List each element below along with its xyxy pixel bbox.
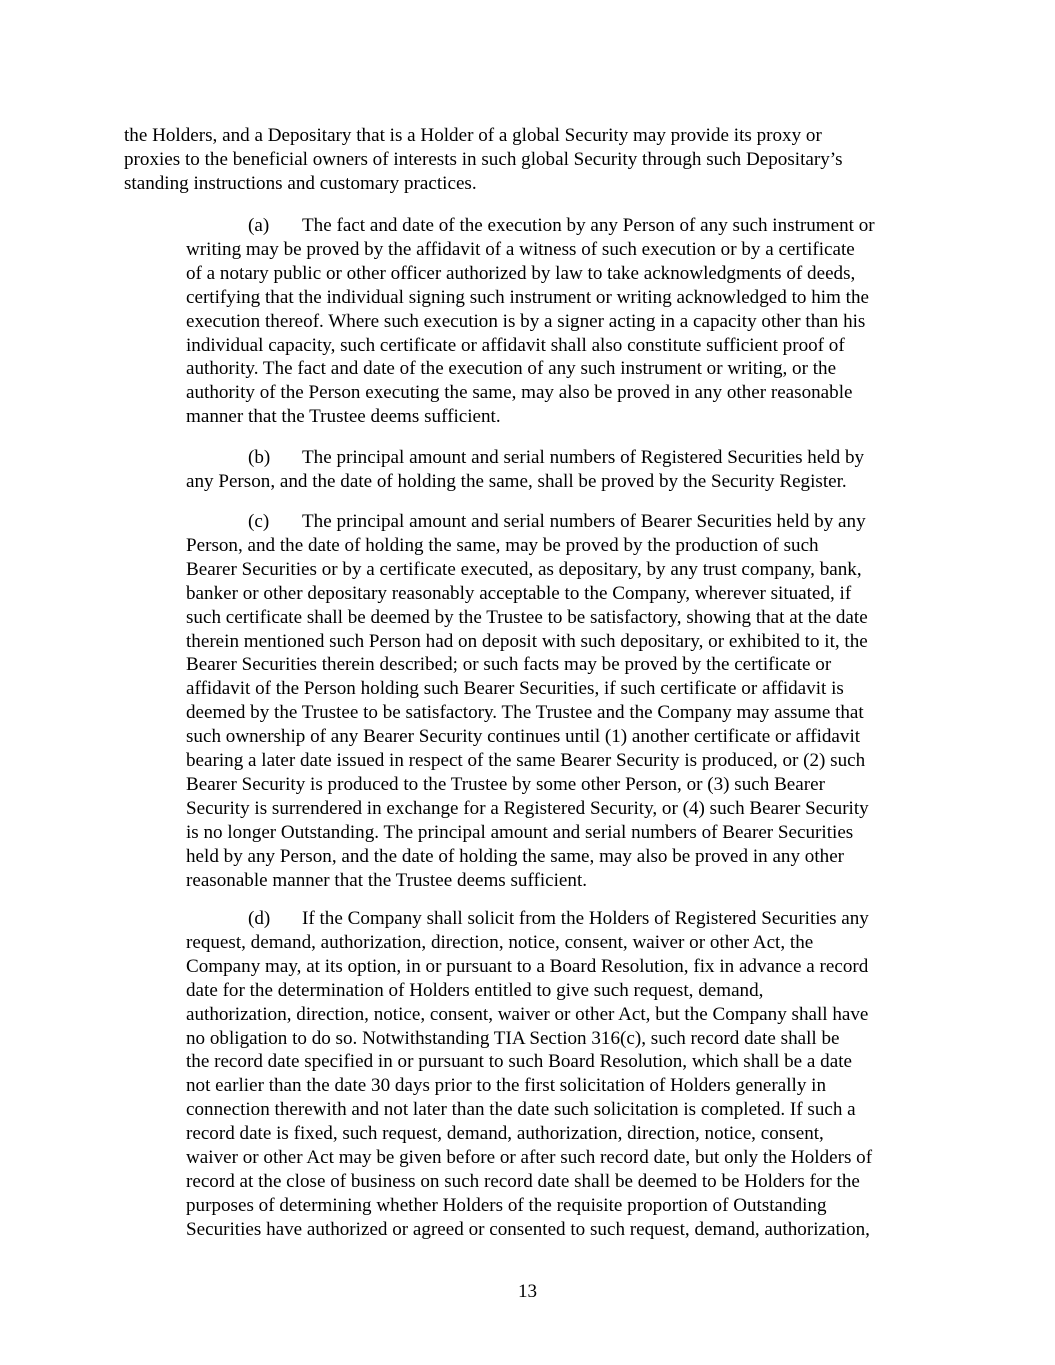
clause-line xyxy=(186,907,946,931)
clause-line: of a notary public or other officer authorized by law to take acknowledgments of deeds, xyxy=(186,262,856,284)
clause-line: such ownership of any Bearer Security continues until (1) another certificate or affidavit xyxy=(186,726,861,748)
intro-line: proxies to the beneficial owners of interests in such global Security through such Depositary’s xyxy=(124,149,843,170)
clause-line: banker or other depositary reasonably acceptable to the Company, wherever situated, if xyxy=(186,582,852,604)
clause-line: bearing a later date issued in respect of the same Bearer Security is produced, or (2) such xyxy=(186,750,866,772)
clause-line xyxy=(186,446,946,470)
clause-line: writing may be proved by the affidavit of a witness of such execution or by a certificate xyxy=(186,238,855,260)
clause-line: Person, and the date of holding the same, may be proved by the production of such xyxy=(186,534,819,556)
clause-line xyxy=(186,214,946,238)
clause-line: connection therewith and not later than the date such solicitation is completed. If such a xyxy=(186,1099,856,1121)
clause-line: Company may, at its option, in or pursuant to a Board Resolution, fix in advance a record xyxy=(186,955,869,977)
clause-line: date for the determination of Holders entitled to give such request, demand, xyxy=(186,979,764,1001)
clause-lead-text: The principal amount and serial numbers of Bearer Securities held by any xyxy=(302,511,866,532)
clause-marker: (a) xyxy=(248,215,270,236)
clause-b-paragraph xyxy=(186,446,946,494)
clause-line: manner that the Trustee deems sufficient. xyxy=(186,406,501,428)
clause-line: no obligation to do so. Notwithstanding TIA Section 316(c), such record date shall be xyxy=(186,1027,840,1049)
clause-line: deemed by the Trustee to be satisfactory. The Trustee and the Company may assume that xyxy=(186,702,864,724)
clause-line: the record date specified in or pursuant to such Board Resolution, which shall be a date xyxy=(186,1051,852,1073)
clause-line: Bearer Security is produced to the Trustee by some other Person, or (3) such Bearer xyxy=(186,773,825,795)
clause-c-paragraph xyxy=(186,510,946,893)
clause-d-paragraph xyxy=(186,907,946,1242)
clause-line: not earlier than the date 30 days prior to the first solicitation of Holders generally in xyxy=(186,1075,826,1097)
clause-line: Securities have authorized or agreed or consented to such request, demand, authorization, xyxy=(186,1218,870,1240)
clause-line: Bearer Securities therein described; or such facts may be proved by the certificate or xyxy=(186,654,832,676)
clause-line: Bearer Securities or by a certificate executed, as depositary, by any trust company, bank, xyxy=(186,558,862,580)
clause-line: certifying that the individual signing such instrument or writing acknowledged to him the xyxy=(186,286,870,308)
page-number: 13 xyxy=(517,1281,538,1302)
intro-line: standing instructions and customary practices. xyxy=(124,173,477,194)
clause-lead-text: The principal amount and serial numbers of Registered Securities held by xyxy=(302,447,865,468)
clause-line: individual capacity, such certificate or affidavit shall also constitute sufficient proof of xyxy=(186,334,845,356)
clause-marker: (c) xyxy=(248,511,270,532)
clause-line: record at the close of business on such record date shall be deemed to be Holders for the xyxy=(186,1170,860,1192)
clause-line: authority of the Person executing the same, may also be proved in any other reasonable xyxy=(186,382,853,404)
clause-line: such certificate shall be deemed by the Trustee to be satisfactory, showing that at the date xyxy=(186,606,868,628)
clause-line: reasonable manner that the Trustee deems sufficient. xyxy=(186,869,588,891)
clause-line: waiver or other Act may be given before or after such record date, but only the Holders of xyxy=(186,1147,873,1169)
clause-line: request, demand, authorization, direction, notice, consent, waiver or other Act, the xyxy=(186,931,814,953)
clause-line: held by any Person, and the date of holding the same, may also be proved in any other xyxy=(186,845,845,867)
clause-lead-text: The fact and date of the execution by any Person of any such instrument or xyxy=(302,215,875,236)
clause-marker: (b) xyxy=(248,447,271,468)
clause-line: any Person, and the date of holding the same, shall be proved by the Security Register. xyxy=(186,470,847,492)
clause-line: is no longer Outstanding. The principal amount and serial numbers of Bearer Securities xyxy=(186,821,854,843)
clause-line xyxy=(186,510,946,534)
clause-line: record date is fixed, such request, demand, authorization, direction, notice, consent, xyxy=(186,1123,824,1145)
clause-line: affidavit of the Person holding such Bearer Securities, if such certificate or affidavit is xyxy=(186,678,844,700)
intro-paragraph xyxy=(124,124,924,196)
clause-line: authorization, direction, notice, consent, waiver or other Act, but the Company shall have xyxy=(186,1003,869,1025)
clause-line: purposes of determining whether Holders of the requisite proportion of Outstanding xyxy=(186,1194,827,1216)
clause-line: execution thereof. Where such execution is by a signer acting in a capacity other than his xyxy=(186,310,866,332)
clause-line: therein mentioned such Person had on deposit with such depositary, or exhibited to it, the xyxy=(186,630,868,652)
clause-a-paragraph xyxy=(186,214,946,429)
clause-line: authority. The fact and date of the execution of any such instrument or writing, or the xyxy=(186,358,837,380)
clause-lead-text: If the Company shall solicit from the Holders of Registered Securities any xyxy=(302,908,869,929)
clause-line: Security is surrendered in exchange for a Registered Security, or (4) such Bearer Security xyxy=(186,797,869,819)
intro-line: the Holders, and a Depositary that is a Holder of a global Security may provide its proxy or xyxy=(124,125,822,146)
clause-marker: (d) xyxy=(248,908,271,929)
